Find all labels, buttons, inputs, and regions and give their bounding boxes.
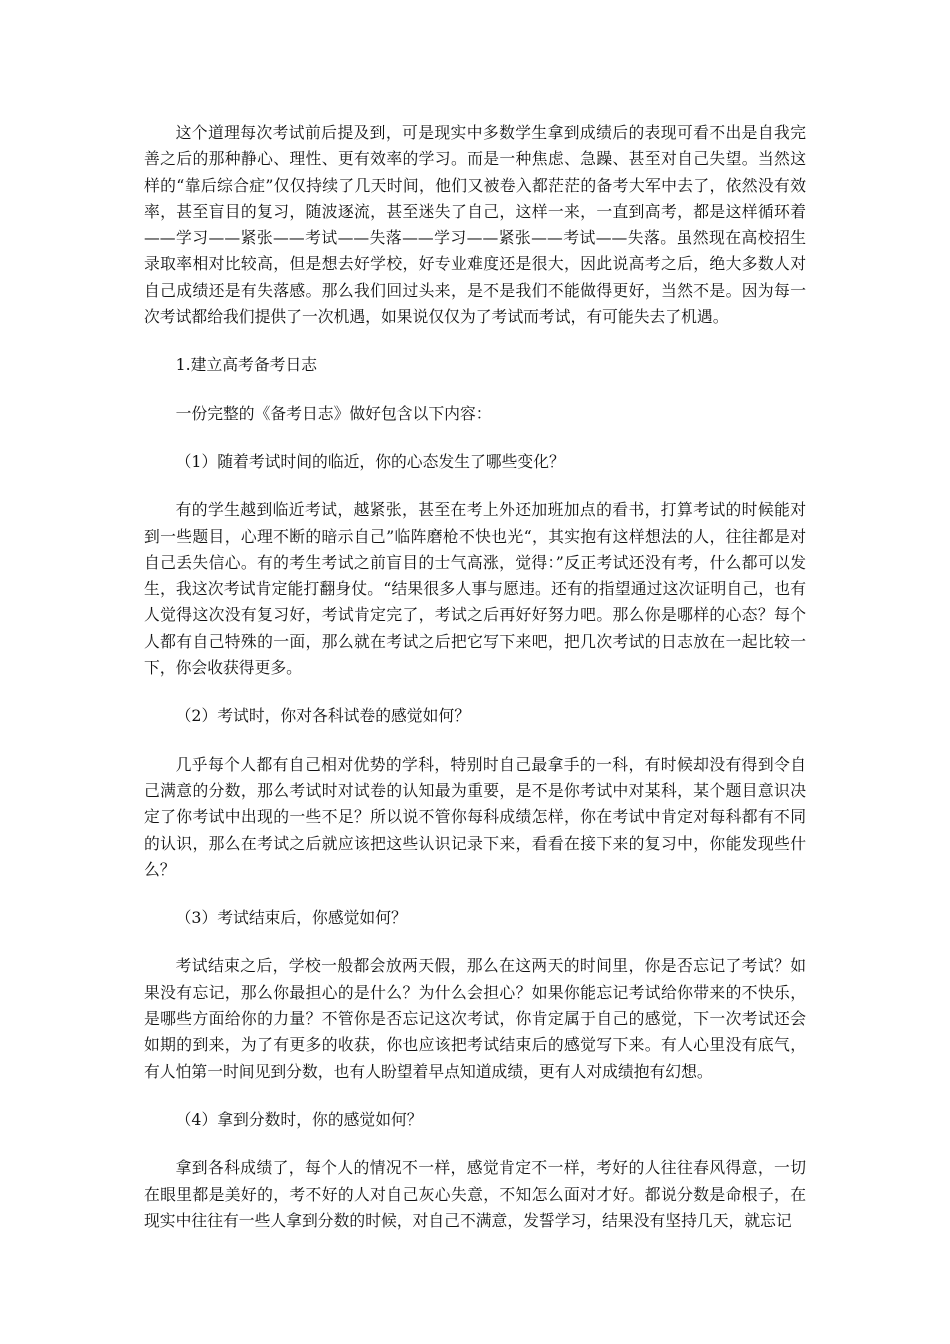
section-heading: 1.建立高考备考日志 <box>175 355 318 375</box>
question-3: （3）考试结束后，你感觉如何？ <box>175 908 407 928</box>
spacer <box>144 730 806 752</box>
spacer <box>144 681 806 703</box>
section-intro: 一份完整的《备考日志》做好包含以下内容： <box>175 403 492 423</box>
spacer <box>144 1133 806 1155</box>
answer-2: 几乎每个人都有自己相对优势的学科，特别时自己最拿手的一科，有时候却没有得到令自己满意的分数，那么考试时对试卷的认知最为重要，是不是你考试中对某科，某个题目意识决定了你考试中出现的一些不足？所以说不管你每科成绩怎样，你在考试中肯定对每科都有不同的认识，那么在考试之后就应该把这些认识记录下来，看看在接下来的复习中，你能发现些什么？ <box>144 754 806 879</box>
intro-paragraph: 这个道理每次考试前后提及到，可是现实中多数学生拿到成绩后的表现可看不出是自我完善之后的那种静心、理性、更有效率的学习。而是一种焦虑、急躁、甚至对自己失望。当然这样的“靠后综合症”仅仅持续了几天时间，他们又被卷入都茫茫的备考大军中去了，依然没有效率，甚至盲目的复习，随波逐流，甚至迷失了自己，这样一来，一直到高考，都是这样循环着——学习——紧张——考试——失落——学习——紧张——考试——失落。虽然现在高校招生录取率相对比较高，但是想去好学校，好专业难度还是很大，因此说高考之后，绝大多数人对自己成绩还是有失落感。那么我们回过头来，是不是我们不能做得更好，当然不是。因为每一次考试都给我们提供了一次机遇，如果说仅仅为了考试而考试，有可能失去了机遇。 <box>144 123 806 327</box>
answer-3: 考试结束之后，学校一般都会放两天假，那么在这两天的时间里，你是否忘记了考试？如果没有忘记，那么你最担心的是什么？为什么会担心？如果你能忘记考试给你带来的不快乐，是哪些方面给你的力量？不管你是否忘记这次考试，你肯定属于自己的感觉，下一次考试还会如期的到来，为了有更多的收获，你也应该把考试结束后的感觉写下来。有人心里没有底气，有人怕第一时间见到分数，也有人盼望着早点知道成绩，更有人对成绩抱有幻想。 <box>144 956 806 1081</box>
answer-1: 有的学生越到临近考试，越紧张，甚至在考上外还加班加点的看书，打算考试的时候能对到一些题目，心理不断的暗示自己”临阵磨枪不快也光“，其实抱有这样想法的人，往往都是对自己丢失信心。有的考生考试之前盲目的士气高涨，觉得：”反正考试还没有考，什么都可以发生，我这次考试肯定能打翻身仗。“结果很多人事与愿违。还有的指望通过这次证明自己，也有人觉得这次没有复习好，考试肯定完了，考试之后再好好努力吧。那么你是哪样的心态？每个人都有自己特殊的一面，那么就在考试之后把它写下来吧，把几次考试的日志放在一起比较一下，你会收获得更多。 <box>144 500 806 678</box>
spacer <box>144 931 806 953</box>
document-body <box>144 120 806 1234</box>
question-1: （1）随着考试时间的临近，你的心态发生了哪些变化？ <box>175 451 565 471</box>
question-4: （4）拿到分数时，你的感觉如何？ <box>175 1109 423 1129</box>
spacer <box>144 1085 806 1107</box>
spacer <box>144 475 806 497</box>
spacer <box>144 379 806 401</box>
spacer <box>144 883 806 905</box>
question-2: （2）考试时，你对各科试卷的感觉如何？ <box>175 706 470 726</box>
spacer <box>144 330 806 352</box>
spacer <box>144 427 806 449</box>
answer-4: 拿到各科成绩了，每个人的情况不一样，感觉肯定不一样，考好的人往往春风得意，一切在眼里都是美好的，考不好的人对自己灰心失意，不知怎么面对才好。都说分数是命根子，在现实中往往有一些人拿到分数的时候，对自己不满意，发誓学习，结果没有坚持几天，就忘记 <box>144 1158 806 1230</box>
